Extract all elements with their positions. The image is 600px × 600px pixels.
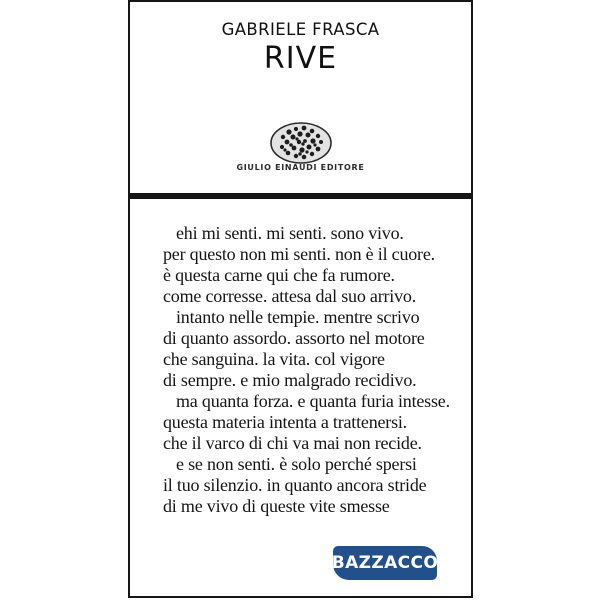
poem-line: che il varco di chi va mai non recide.	[163, 433, 422, 453]
poem-line: di me vivo di queste vite smesse	[163, 496, 390, 516]
poem-line: intanto nelle tempie. mentre scrivo	[176, 307, 420, 327]
poem-line: questa materia intenta a trattenersi.	[163, 412, 407, 432]
poem-line: di sempre. e mio malgrado recidivo.	[163, 370, 417, 390]
poem-line: come corresse. attesa dal suo arrivo.	[163, 286, 416, 306]
poem-line: che sanguina. la vita. col vigore	[163, 349, 385, 369]
badge-label: BAZZACCO	[331, 553, 439, 573]
poem-line: è questa carne qui che fa rumore.	[163, 265, 395, 285]
book-title: RIVE	[263, 41, 338, 76]
section-divider	[130, 193, 471, 199]
publisher-name: GIULIO EINAUDI EDITORE	[236, 163, 365, 172]
bazzacco-badge	[333, 546, 437, 580]
einaudi-ostrich-emblem-icon	[269, 121, 333, 165]
book-cover	[128, 0, 473, 598]
poem-line: ma quanta forza. e quanta furia intesse.	[176, 391, 450, 411]
poem-line: ehi mi senti. mi senti. sono vivo.	[176, 223, 404, 243]
publisher-logo-wrap	[130, 121, 471, 169]
poem-line: per questo non mi senti. non è il cuore.	[163, 244, 435, 264]
poem-line: e se non senti. è solo perché spersi	[176, 454, 417, 474]
author-name: GABRIELE FRASCA	[221, 20, 380, 39]
poem-text	[163, 223, 463, 517]
poem-line: di quanto assordo. assorto nel motore	[163, 328, 425, 348]
poem-line: il tuo silenzio. in quanto ancora stride	[163, 475, 427, 495]
